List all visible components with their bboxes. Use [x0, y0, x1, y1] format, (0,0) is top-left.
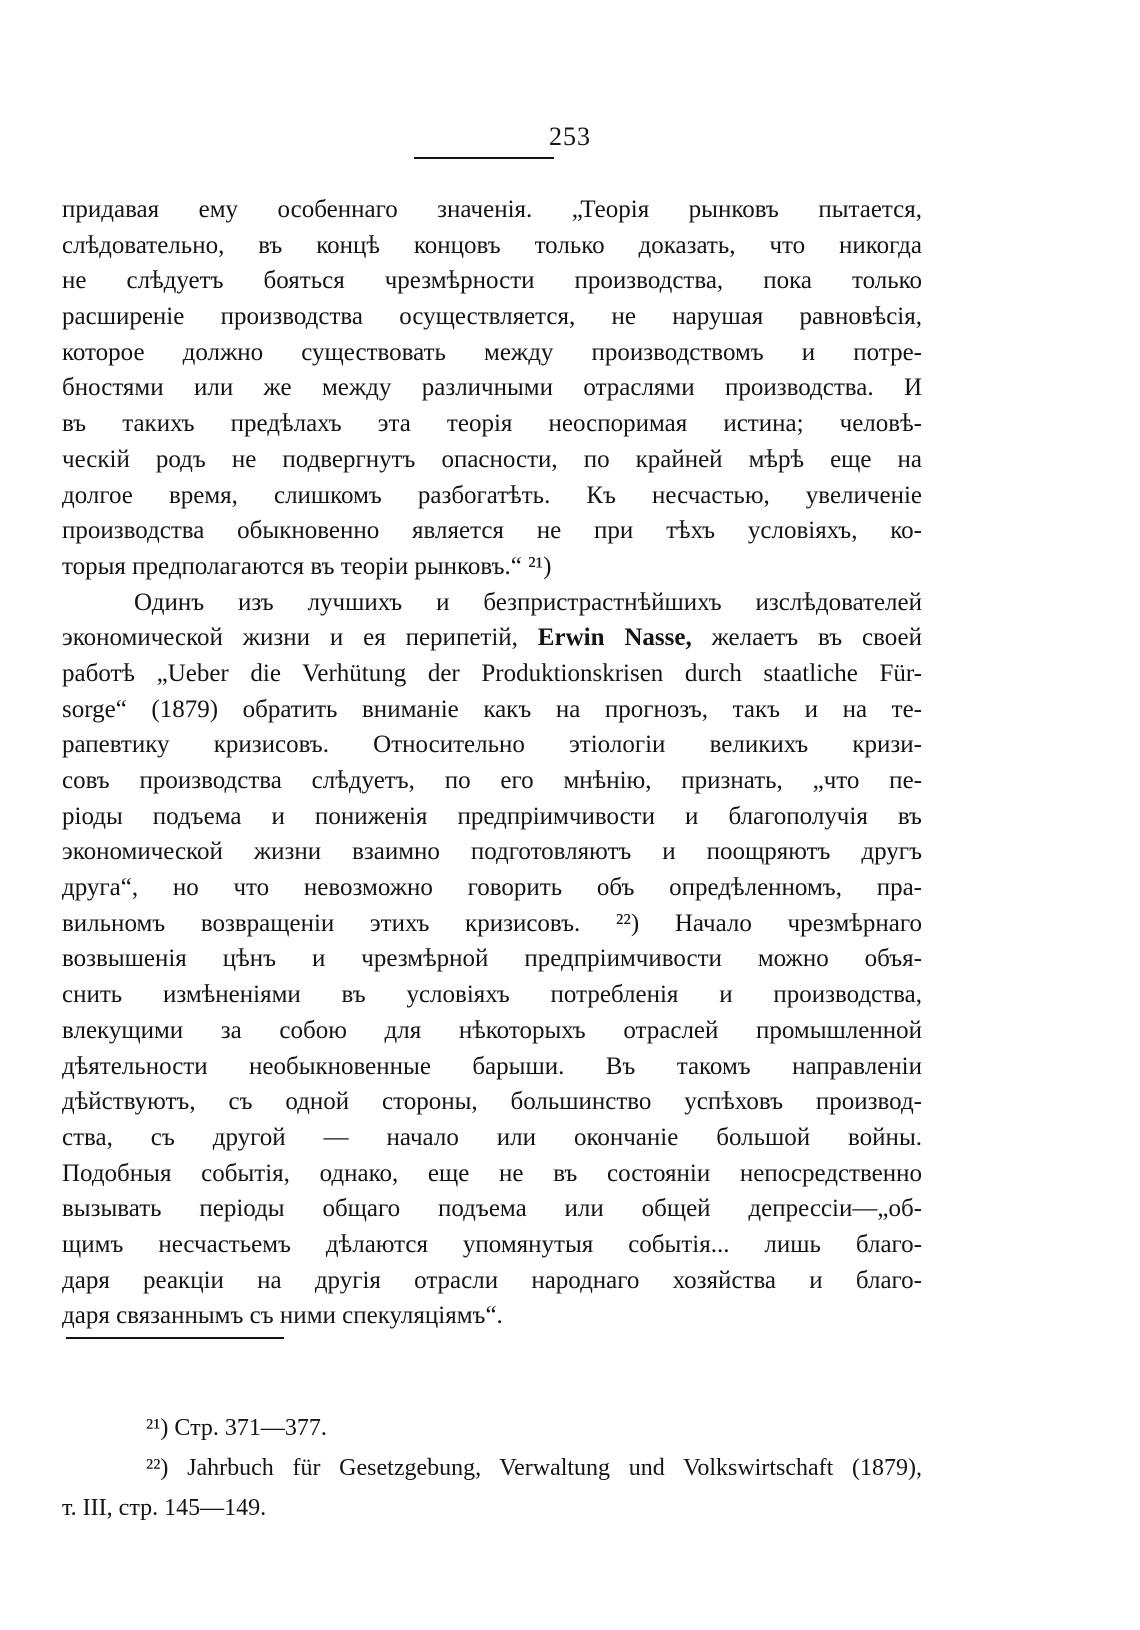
text-line: ріоды подъема и пониженія предпріимчивости и благополучія въ — [62, 802, 922, 830]
text-line: sorge“ (1879) обратить вниманіе какъ на прогнозъ, такъ и на те- — [62, 695, 922, 723]
text-line: придавая ему особеннаго значенія. „Теорія рынковъ пытается, — [62, 196, 922, 223]
body-text — [62, 192, 922, 1334]
text-line-with-author — [62, 620, 922, 656]
text-line: вызывать періоды общаго подъема или общей депрессіи—„об- — [62, 1195, 922, 1223]
text-line: производства обыкновенно является не при тѣхъ условіяхъ, ко- — [62, 517, 922, 545]
text-line: дѣйствуютъ, съ одной стороны, большинство успѣховъ производ- — [62, 1088, 922, 1116]
text-line: торыя предполагаются въ теоріи рынковъ.“ ²¹) — [62, 552, 552, 580]
footnote-22-continuation: т. III, стр. 145—149. — [62, 1495, 267, 1521]
text-line: ческій родъ не подвергнутъ опасности, по крайней мѣрѣ еще на — [62, 445, 922, 473]
text-line: бностями или же между различными отраслями производства. И — [62, 374, 922, 402]
text-line: вильномъ возвращеніи этихъ кризисовъ. ²²) Начало чрезмѣрнаго — [62, 909, 922, 937]
text-segment: желаетъ въ своей — [711, 624, 922, 652]
footnotes — [62, 1408, 922, 1528]
text-line: возвышенія цѣнъ и чрезмѣрной предпріимчивости можно объя- — [62, 945, 922, 973]
text-line: въ такихъ предѣлахъ эта теорія неоспоримая истина; человѣ- — [62, 410, 922, 438]
author-name: Erwin Nasse, — [537, 624, 692, 652]
text-line: снить измѣненіями въ условіяхъ потребленія и производства, — [62, 981, 922, 1009]
text-line: совъ производства слѣдуетъ, по его мнѣнію, признать, „что пе- — [62, 767, 922, 794]
text-line: рапевтику кризисовъ. Относительно этіологіи великихъ кризи- — [62, 731, 922, 759]
paragraph-start-line: Одинъ изъ лучшихъ и безпристрастнѣйшихъ изслѣдователей — [134, 588, 922, 616]
text-segment: экономической жизни и ея перипетій, — [62, 624, 518, 652]
text-line: не слѣдуетъ бояться чрезмѣрности производства, пока только — [62, 267, 922, 295]
text-line: щимъ несчастьемъ дѣлаются упомянутыя событія... лишь благо- — [62, 1230, 922, 1258]
text-line: слѣдовательно, въ концѣ концовъ только доказать, что никогда — [62, 231, 922, 259]
text-line: даря связаннымъ съ ними спекуляціямъ“. — [62, 1302, 503, 1330]
text-line: которое должно существовать между производствомъ и потре- — [62, 338, 922, 366]
text-line: ства, съ другой — начало или окончаніе большой войны. — [62, 1123, 922, 1151]
text-line: влекущими за собою для нѣкоторыхъ отраслей промышленной — [62, 1016, 922, 1044]
footnote-22: ²²) Jahrbuch für Gesetzgebung, Verwaltung und Volkswirtschaft (1879), — [146, 1455, 922, 1481]
footnote-separator — [66, 1337, 284, 1339]
text-line: дѣятельности необыкновенные барыши. Въ такомъ направленіи — [62, 1052, 922, 1080]
footnote-21: ²¹) Стр. 371—377. — [146, 1415, 327, 1441]
text-line: работѣ „Ueber die Verhütung der Produktionskrisen durch staatliche Für- — [62, 659, 922, 687]
page-number: 253 — [549, 122, 591, 151]
text-line: Подобныя событія, однако, еще не въ состояніи непосредственно — [62, 1159, 922, 1187]
page-number-rule — [414, 157, 554, 159]
text-line: долгое время, слишкомъ разбогатѣть. Къ несчастью, увеличеніе — [62, 481, 922, 509]
text-line: экономической жизни взаимно подготовляютъ и поощряютъ другъ — [62, 838, 922, 866]
text-line: расширеніе производства осуществляется, не нарушая равновѣсія, — [62, 303, 922, 331]
text-line: даря реакціи на другія отрасли народнаго хозяйства и благо- — [62, 1266, 922, 1294]
text-line: друга“, но что невозможно говорить объ опредѣленномъ, пра- — [62, 874, 922, 902]
